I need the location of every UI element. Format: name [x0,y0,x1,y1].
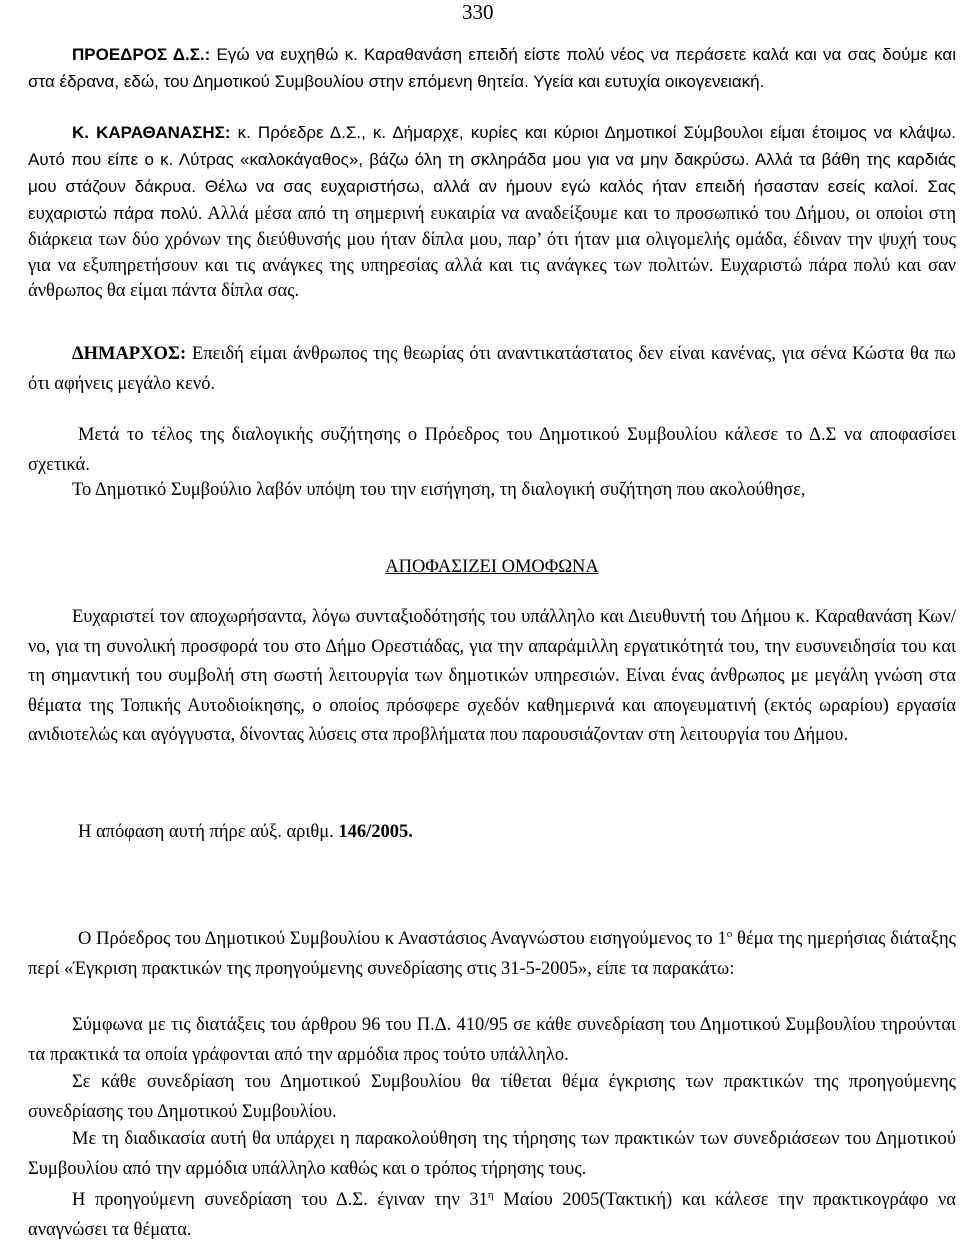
karathanasis-remarks [28,120,956,305]
decision-number-paragraph [28,818,956,848]
date-ordinal-suffix: η [487,1188,494,1201]
previous-session-start: Η προηγούμενη συνεδρίαση του Δ.Σ. έγιναν την 31 [72,1190,488,1210]
agenda-item-intro [28,925,956,984]
previous-session-end: Μαίου 2005(Τακτική) και κάλεσε την πρακτικογράφο να αναγνώσει τα θέματα. [28,1190,956,1240]
page-number: 330 [462,0,494,24]
ordinal-suffix: ο [726,927,733,940]
minutes-rule-paragraph: Σύμφωνα με τις διατάξεις του άρθρου 96 του Π.Δ. 410/95 σε κάθε συνεδρίαση του Δημοτικού Συμβουλίου τηρούνται τα πρακτικά τα οποία γράφονται από την αρμόδια προς τούτο υπάλληλο. [28,1015,956,1065]
chairman-remarks-text: Εγώ να ευχηθώ κ. Καραθανάση επειδή είστε πολύ νέος να περάσετε καλά και να σας δούμε και στα έδρανα, εδώ, του Δημοτικού Συμβουλίου στην επόμενη θητεία. Υγεία και ευτυχία οικογενειακή. [28,45,957,91]
decision-heading-text: ΑΠΟΦΑΣΙΖΕΙ ΟΜΟΦΩΝΑ [385,557,599,577]
speaker-chairman: ΠΡΟΕΔΡΟΣ Δ.Σ.: [72,45,211,64]
previous-session-paragraph [28,1186,956,1245]
mayor-remarks [28,340,956,399]
mayor-remarks-text: Επειδή είμαι άνθρωπος της θεωρίας ότι αναντικατάστατος δεν είναι κανένας, για σένα Κώστα θα πω ότι αφήνεις μεγάλο κενό. [28,344,956,394]
council-considered-paragraph: Το Δημοτικό Συμβούλιο λαβόν υπόψη του την εισήγηση, τη διαλογική συζήτηση που ακολούθησε, [72,480,806,500]
decision-body: Ευχαριστεί τον αποχωρήσαντα, λόγω συνταξιοδότησής του υπάλληλο και Διευθυντή του Δήμου κ. Καραθανάση Κων/νο, για τη συνολική προσφορά του στο Δήμο Ορεστιάδας, για την απαράμιλλη εργατικότητά του, την ευσυνειδησία του και τη σημαντική του συμβολή στη σωστή λειτουργία των δημοτικών υπηρεσιών. Είναι ένας άνθρωπος με μεγάλη γνώση στα θέματα της Τοπικής Αυτοδιοίκησης, ο οποίος πρόσφερε σχεδόν καθημερινά και απογευματινή (εκτός ωραρίου) εργασία ανιδιοτελώς και αγόγγυστα, δίνοντας λύσεις στα προβλήματα που παρουσιάζονταν στη λειτουργία του Δήμου. [28,607,956,745]
karathanasis-remarks-text: κ. Πρόεδρε Δ.Σ., κ. Δήμαρχε, κυρίες και κύριοι Δημοτικοί Σύμβουλοι είμαι έτοιμος να κλάψω. Αυτό που είπε ο κ. Λύτρας «καλοκάγαθος», βάζω όλη τη σκληράδα μου για να μην δακρύσω. Αλλά τα βάθη της καρδιάς μου στάζουν δάκρυα. Θέλω να σας ευχαριστήσω, αλλά αν ήμουν εγώ καλός ήταν επειδή ήσασταν εσείς καλοί. Σας ευχαριστώ πάρα πολύ. [28,123,956,223]
minutes-approval-paragraph: Σε κάθε συνεδρίαση του Δημοτικού Συμβουλίου θα τίθεται θέμα έγκρισης των πρακτικών της προηγούμενης συνεδρίασης του Δημοτικού Συμβουλίου. [28,1072,956,1122]
decision-number: 146/2005. [338,822,413,842]
agenda-item-intro-end: θέμα της ημερήσιας διάταξης περί «Έγκριση πρακτικών της προηγούμενης συνεδρίασης στις 31-5-2005», είπε τα παρακάτω: [28,929,956,979]
discussion-end-paragraph: Μετά το τέλος της διαλογικής συζήτησης ο Πρόεδρος του Δημοτικού Συμβουλίου κάλεσε το Δ.Σ να αποφασίσει σχετικά. [28,425,956,475]
minutes-procedure-paragraph: Με τη διαδικασία αυτή θα υπάρχει η παρακολούθηση της τήρησης των πρακτικών των συνεδριάσεων του Δημοτικού Συμβουλίου από την αρμόδια υπάλληλο καθώς και ο τρόπος τήρησης τους. [28,1129,956,1179]
speaker-karathanasis: Κ. ΚΑΡΑΘΑΝΑΣΗΣ: [72,123,231,142]
karathanasis-remarks-continuation: Αλλά μέσα από τη σημερινή ευκαιρία να αναδείξουμε και το προσωπικό του Δήμου, οι οποίοι στη διάρκεια των δύο χρόνων της διεύθυνσής μου ήταν δίπλα μου, παρ’ ότι ήταν μια ολιγομελής ομάδα, έδιναν την ψυχή τους για να εξυπηρετήσουν και τις ανάγκες της υπηρεσίας αλλά και τις ανάγκες των πολιτών. Ευχαριστώ πάρα πολύ και σαν άνθρωπος θα είμαι πάντα δίπλα σας. [28,203,956,302]
speaker-mayor: ΔΗΜΑΡΧΟΣ: [72,344,187,364]
decision-heading [28,553,956,583]
agenda-item-intro-start: Ο Πρόεδρος του Δημοτικού Συμβουλίου κ Αναστάσιος Αναγνώστου εισηγούμενος το 1 [78,929,727,949]
decision-number-label: Η απόφαση αυτή πήρε αύξ. αριθμ. [78,822,339,842]
chairman-remarks [28,42,956,96]
